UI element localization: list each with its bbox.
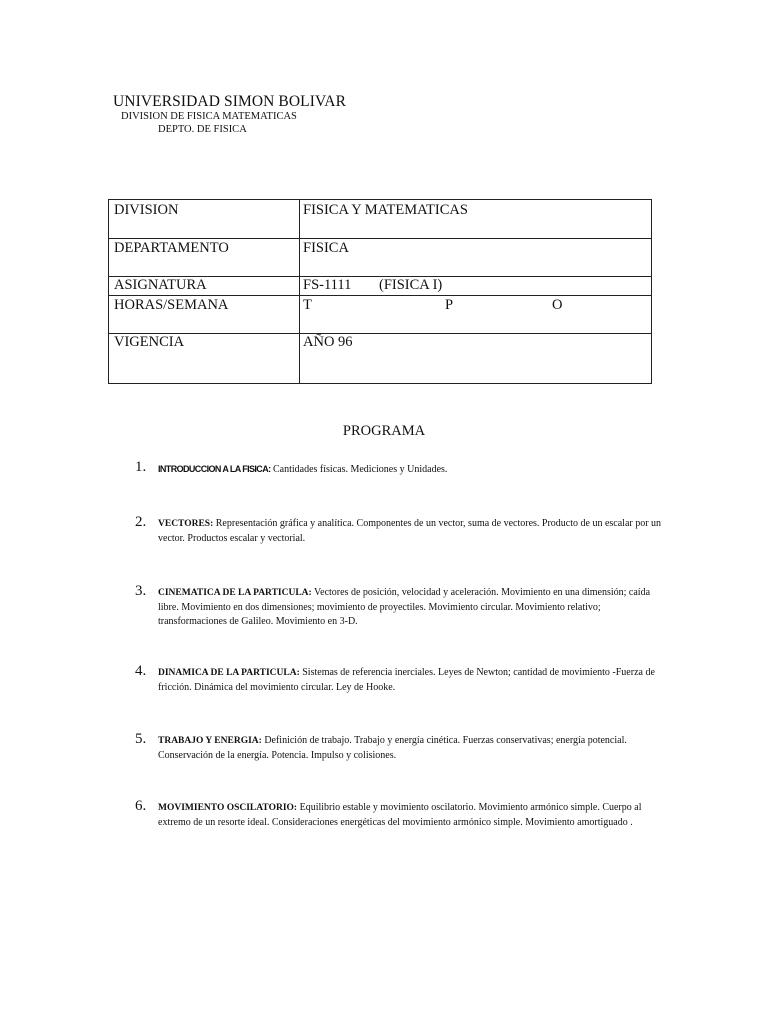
course-info-table: [108, 199, 652, 384]
item-title: MOVIMIENTO OSCILATORIO:: [158, 803, 298, 813]
item-body: [158, 801, 665, 830]
item-body: [158, 734, 665, 763]
item-title: TRABAJO Y ENERGIA:: [158, 736, 262, 746]
item-number: 3.: [135, 583, 147, 599]
item-title: INTRODUCCION A LA FISICA:: [158, 464, 271, 474]
item-text: Representación gráfica y analítica. Componentes de un vector, suma de vectores. Producto de un escalar por un vector. Productos escalar y vectorial.: [158, 518, 662, 544]
table-row-divider: [109, 295, 651, 296]
hours-label: HORAS/SEMANA: [114, 297, 229, 313]
item-number: 4.: [135, 663, 147, 679]
hours-theory: T: [303, 297, 312, 313]
item-text: Equilibrio estable y movimiento oscilatorio. Movimiento armónico simple. Cuerpo al extremo de un resorte ideal. Consideraciones energéticas del movimiento armónico simple. Movimiento amortiguado .: [158, 802, 642, 828]
item-number: 2.: [135, 514, 147, 530]
validity-value: AÑO 96: [303, 334, 353, 350]
division-subtitle: DIVISION DE FISICA MATEMATICAS: [121, 111, 297, 122]
item-title: CINEMATICA DE LA PARTICULA:: [158, 588, 312, 598]
item-title: DINAMICA DE LA PARTICULA:: [158, 668, 300, 678]
table-column-divider: [299, 200, 300, 383]
item-number: 1.: [135, 459, 147, 475]
item-text: Vectores de posición, velocidad y aceleración. Movimiento en una dimensión; caída libre. Movimiento en dos dimensiones; movimiento de proyectiles. Movimiento circular. Movimiento relativo; transformaciones de Galileo. Movimiento en 3-D.: [158, 587, 651, 627]
subject-label: ASIGNATURA: [114, 277, 207, 293]
hours-other: O: [552, 297, 563, 313]
hours-practice: P: [445, 297, 454, 313]
item-text: Sistemas de referencia inerciales. Leyes de Newton; cantidad de movimiento -Fuerza de fricción. Dinámica del movimiento circular. Ley de Hooke.: [158, 667, 655, 693]
department-subtitle: DEPTO. DE FISICA: [158, 124, 247, 135]
division-label: DIVISION: [114, 202, 179, 218]
item-title: VECTORES:: [158, 519, 214, 529]
item-body: [158, 586, 665, 630]
validity-label: VIGENCIA: [114, 334, 185, 350]
item-text: Cantidades físicas. Mediciones y Unidades.: [270, 464, 448, 475]
subject-code: FS-1111: [303, 277, 352, 293]
university-name: UNIVERSIDAD SIMON BOLIVAR: [113, 93, 347, 110]
item-body: [158, 462, 665, 478]
division-value: FISICA Y MATEMATICAS: [303, 202, 468, 218]
table-row-divider: [109, 333, 651, 334]
item-number: 5.: [135, 731, 147, 747]
program-heading: PROGRAMA: [342, 423, 426, 439]
subject-name: (FISICA I): [379, 277, 443, 293]
item-body: [158, 517, 665, 546]
item-number: 6.: [135, 798, 147, 814]
department-label: DEPARTAMENTO: [114, 240, 229, 256]
department-value: FISICA: [303, 240, 349, 256]
item-text: Definición de trabajo. Trabajo y energía cinética. Fuerzas conservativas; energía potencial. Conservación de la energía. Potencia. Impulso y colisiones.: [158, 735, 627, 761]
item-body: [158, 666, 665, 695]
table-row-divider: [109, 238, 651, 239]
